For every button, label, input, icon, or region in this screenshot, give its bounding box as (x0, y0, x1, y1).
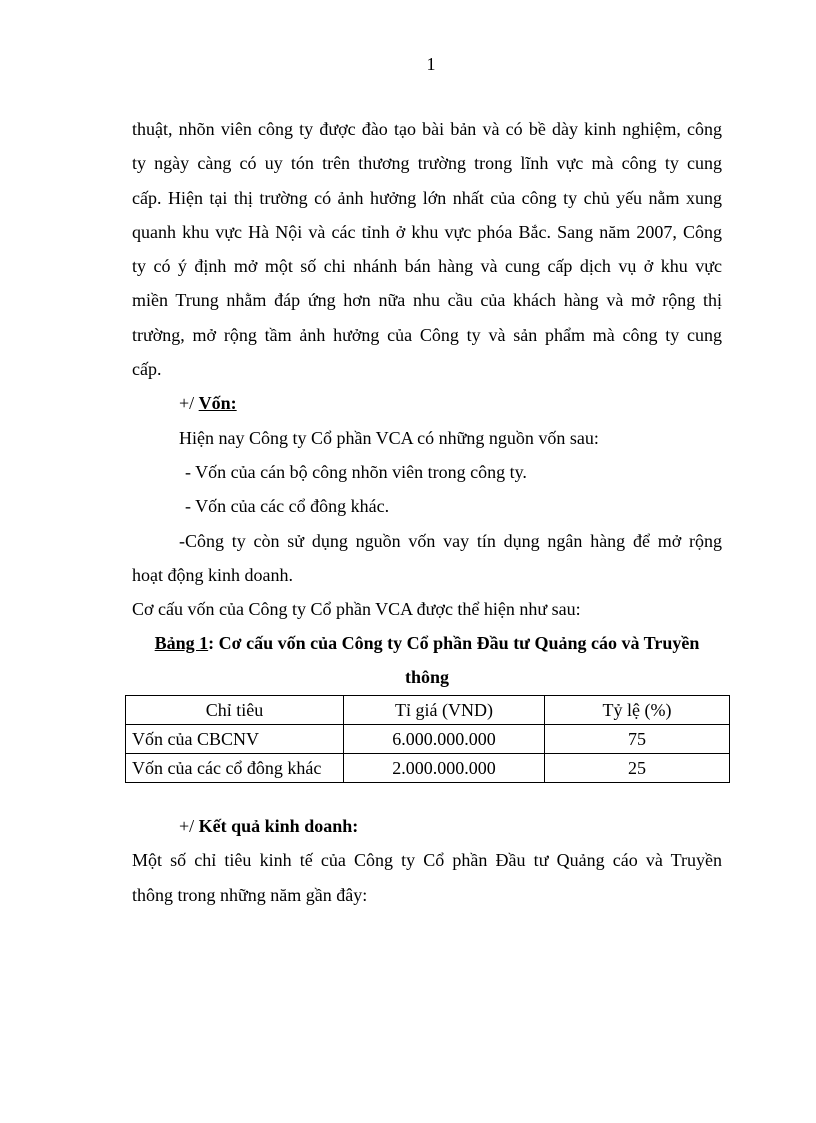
results-section (132, 809, 722, 912)
von-item: - Vốn của các cổ đông khác. (185, 496, 390, 517)
table-header-row (126, 696, 730, 725)
text-line: thuật, nhõn viên công ty được đào tạo bài bản và có bề dày kinh nghiệm, công (132, 119, 722, 139)
header-cell: Tỉ giá (VND) (344, 696, 545, 725)
table-cell: Vốn của các cổ đông khác (126, 754, 344, 783)
table-title-line (132, 626, 722, 660)
header-cell: Tỷ lệ (%) (545, 696, 730, 725)
text-line: ty có ý định mở một số chi nhánh bán hàng và cung cấp dịch vụ ở khu vực (132, 256, 722, 277)
structure-intro: Cơ cấu vốn của Công ty Cổ phần VCA được thể hiện như sau: (132, 599, 581, 620)
text-line: hoạt động kinh doanh. (132, 564, 293, 585)
text-line: trường, mở rộng tầm ảnh hưởng của Công ty và sản phẩm mà công ty cung (132, 324, 722, 345)
text-line: thông trong những năm gần đây: (132, 884, 368, 905)
header-cell: Chỉ tiêu (126, 696, 344, 725)
table-cell: 6.000.000.000 (344, 725, 545, 754)
table-title (132, 626, 722, 694)
table-row (126, 725, 730, 754)
text-line: cấp. (132, 359, 162, 380)
von-item: - Vốn của cán bộ công nhõn viên trong công ty. (185, 461, 527, 482)
document-body (132, 112, 722, 905)
von-intro: Hiện nay Công ty Cổ phần VCA có những nguồn vốn sau: (179, 427, 599, 448)
results-paragraph (132, 843, 722, 912)
text-line: cấp. Hiện tại thị trường có ảnh hưởng lớn nhất của công ty chủ yếu nằm xung (132, 187, 722, 208)
text-line: quanh khu vực Hà Nội và các tỉnh ở khu vực phóa Bắc. Sang năm 2007, Công (132, 221, 722, 242)
section-heading-von (132, 386, 722, 420)
table-cell: 75 (545, 725, 730, 754)
table-cell: 25 (545, 754, 730, 783)
section-prefix: +/ (179, 816, 199, 836)
loan-paragraph (132, 524, 722, 593)
section-title: Vốn: (198, 393, 237, 414)
table-label: Bảng 1 (154, 633, 209, 654)
table-cell: Vốn của CBCNV (126, 725, 344, 754)
table-cell: 2.000.000.000 (344, 754, 545, 783)
text-line: miền Trung nhằm đáp ứng hơn nữa nhu cầu của khách hàng và mở rộng thị (132, 290, 722, 311)
section-title: Kết quả kinh doanh: (198, 816, 359, 836)
section-heading-kq (132, 809, 722, 843)
table-title-text: : Cơ cấu vốn của Công ty Cổ phần Đầu tư Quảng cáo và Truyền (208, 633, 700, 654)
capital-structure-table (125, 695, 730, 783)
page-number: 1 (426, 54, 436, 74)
section-prefix: +/ (179, 393, 199, 414)
table-title-line: thông (404, 667, 449, 688)
table-row (126, 754, 730, 783)
text-line: Một số chỉ tiêu kinh tế của Công ty Cổ phần Đầu tư Quảng cáo và Truyền (132, 850, 722, 871)
text-line: -Công ty còn sử dụng nguồn vốn vay tín dụng ngân hàng để mở rộng (179, 530, 722, 551)
intro-paragraph (132, 112, 722, 386)
text-line: ty ngày càng có uy tón trên thương trường trong lĩnh vực mà công ty cung (132, 153, 722, 174)
